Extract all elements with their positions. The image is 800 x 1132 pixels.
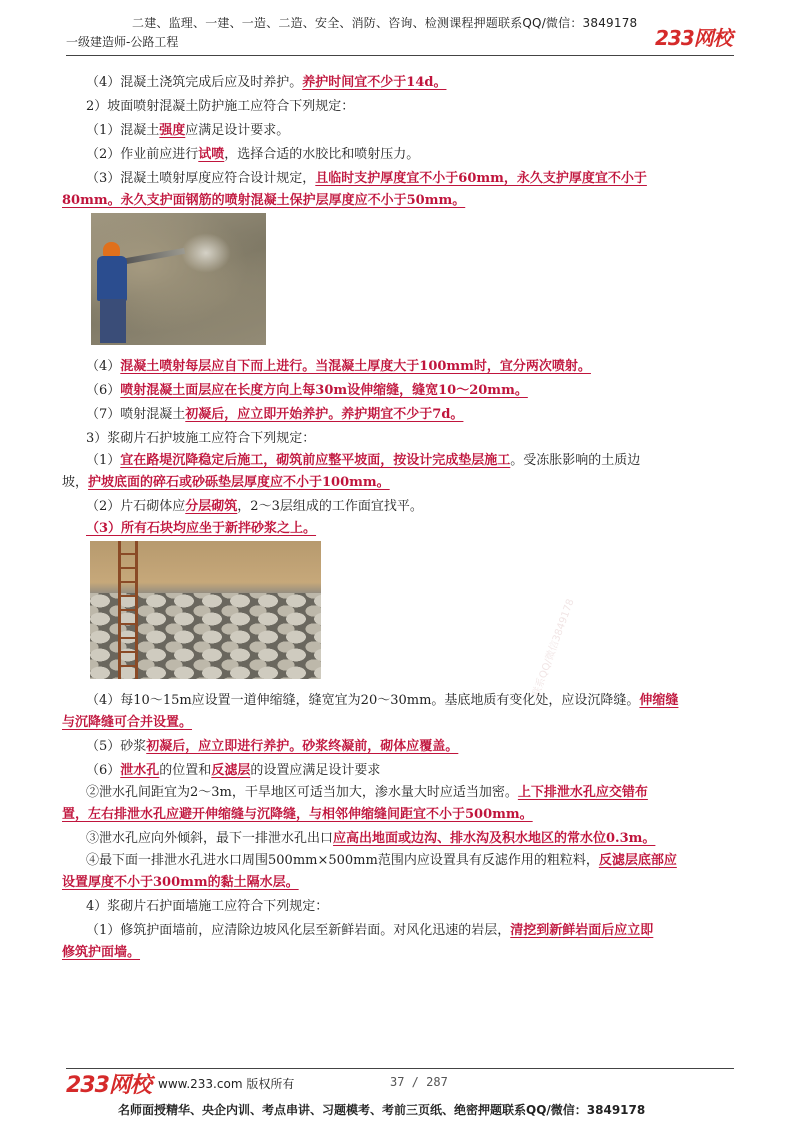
- para-line: 设置厚度不小于300mm的黏土隔水层。: [62, 875, 299, 890]
- para-line: ④最下面一排泄水孔进水口周围500mm×500mm范围内应设置具有反滤作用的粗粒料，反滤层底部应: [86, 853, 677, 868]
- para-line: ③泄水孔应向外倾斜，最下一排泄水孔出口应高出地面或边沟、排水沟及积水地区的常水位0.3m。: [86, 831, 656, 846]
- footer-contact-line: 名师面授精华、央企内训、考点串讲、习题模考、考前三页纸、绝密押题联系QQ/微信：3849178: [118, 1103, 646, 1117]
- para-line: 与沉降缝可合并设置。: [62, 715, 193, 730]
- para-line: 坡，护坡底面的碎石或砂砾垫层厚度应不小于100mm。: [62, 475, 390, 490]
- page-number: 37 / 287: [390, 1075, 448, 1089]
- para-line: （3）混凝土喷射厚度应符合设计规定，且临时支护厚度宜不小于60mm，永久支护厚度宜不小于: [86, 171, 647, 186]
- shotcrete-spraying-photo: [91, 213, 266, 345]
- para-line: （4）每10～15m应设置一道伸缩缝，缝宽宜为20～30mm。基底地质有变化处，应设沉降缝。伸缩缝: [86, 693, 679, 708]
- header-contact-line: 二建、监理、一建、一造、二造、安全、消防、咨询、检测课程押题联系QQ/微信：3849178: [132, 16, 638, 30]
- footer-divider: [66, 1068, 734, 1069]
- para-line: （2）作业前应进行试喷，选择合适的水胶比和喷射压力。: [86, 147, 420, 162]
- header-logo: 233网校: [655, 26, 732, 50]
- section-heading: 4）浆砌片石护面墙施工应符合下列规定：: [86, 899, 329, 914]
- para-line: ②泄水孔间距宜为2～3m，干旱地区可适当加大，渗水量大时应适当加密。上下排泄水孔应交错布: [86, 785, 648, 800]
- para-line: 80mm。永久支护面钢筋的喷射混凝土保护层厚度应不小于50mm。: [62, 193, 466, 208]
- para-line: （5）砂浆初凝后，应立即进行养护。砂浆终凝前，砌体应覆盖。: [86, 739, 459, 754]
- para-line: （6）泄水孔的位置和反滤层的设置应满足设计要求: [86, 763, 381, 778]
- para-line: （6）喷射混凝土面层应在长度方向上每30m设伸缩缝，缝宽10～20mm。: [86, 383, 528, 398]
- para-line: （1）宜在路堤沉降稳定后施工，砌筑前应整平坡面，按设计完成垫层施工。受冻胀影响的土质边: [86, 453, 641, 468]
- para-line: 修筑护面墙。: [62, 945, 141, 960]
- header-subtitle: 一级建造师-公路工程: [66, 35, 179, 49]
- watermark-text: 联系QQ/微信3849178: [530, 597, 577, 699]
- header-divider: [66, 55, 734, 56]
- footer-site: www.233.com 版权所有: [158, 1077, 295, 1091]
- masonry-slope-photo: [90, 541, 321, 679]
- section-heading: 3）浆砌片石护坡施工应符合下列规定：: [86, 431, 316, 446]
- para-line: （1）混凝土强度应满足设计要求。: [86, 123, 290, 138]
- para-line: （4）混凝土浇筑完成后应及时养护。养护时间宜不少于14d。: [86, 75, 447, 90]
- para-line: （2）片石砌体应分层砌筑，2～3层组成的工作面宜找平。: [86, 499, 423, 514]
- page-header: [0, 0, 800, 58]
- para-line: （7）喷射混凝土初凝后，应立即开始养护。养护期宜不少于7d。: [86, 407, 464, 422]
- para-line: （4）混凝土喷射每层应自下而上进行。当混凝土厚度大于100mm时，宜分两次喷射。: [86, 359, 591, 374]
- section-heading: 2）坡面喷射混凝土防护施工应符合下列规定：: [86, 99, 355, 114]
- para-line: （3）所有石块均应坐于新拌砂浆之上。: [86, 521, 317, 536]
- para-line: 置，左右排泄水孔应避开伸缩缝与沉降缝，与相邻伸缩缝间距宜不小于500mm。: [62, 807, 533, 822]
- footer-logo: 233网校: [66, 1073, 151, 1098]
- para-line: （1）修筑护面墙前，应清除边坡风化层至新鲜岩面。对风化迅速的岩层，清挖到新鲜岩面后应立即: [86, 923, 654, 938]
